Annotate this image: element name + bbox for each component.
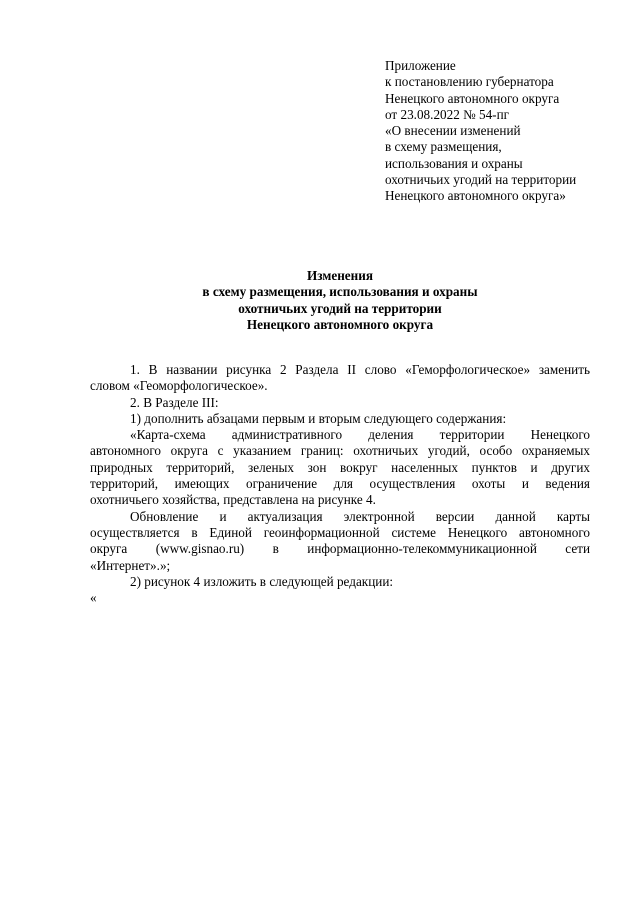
appendix-line: от 23.08.2022 № 54-пг bbox=[385, 106, 510, 122]
opening-quote bbox=[90, 590, 590, 606]
text-line: охотничьего хозяйства, представлена на рисунке 4. bbox=[90, 492, 376, 508]
text-line: автономного округа с указанием границ: охотничьих угодий, особо охраняемых bbox=[90, 443, 590, 459]
title-line: Изменения bbox=[307, 268, 373, 283]
text-line: территорий, имеющих ограничение для осуществления охоты и ведения bbox=[90, 476, 590, 492]
text-line: 1. В названии рисунка 2 Раздела II слово «Геморфологическое» заменить bbox=[130, 362, 590, 377]
paragraph-map-description bbox=[90, 427, 590, 508]
paragraph-item-1 bbox=[90, 362, 590, 395]
appendix-line: Ненецкого автономного округа bbox=[385, 90, 560, 106]
text-line: осуществляется в Единой геоинформационной системе Ненецкого автономного bbox=[90, 524, 590, 540]
appendix-line: к постановлению губернатора bbox=[385, 74, 554, 90]
text-line: округа (www.gisnao.ru) в информационно-телекоммуникационной сети bbox=[90, 541, 590, 557]
title-line: в схему размещения, использования и охраны bbox=[202, 284, 478, 300]
document-body bbox=[90, 362, 590, 606]
paragraph-section-3 bbox=[90, 395, 590, 411]
appendix-line: Приложение bbox=[385, 58, 456, 73]
title-line: охотничьих угодий на территории bbox=[238, 300, 442, 316]
paragraph-subitem-2 bbox=[90, 574, 590, 590]
text-line: словом «Геоморфологическое». bbox=[90, 378, 268, 394]
title-line: Ненецкого автономного округа bbox=[246, 316, 434, 332]
paragraph-subitem-1 bbox=[90, 411, 590, 427]
appendix-line: «О внесении изменений bbox=[385, 123, 521, 139]
appendix-line: использования и охраны bbox=[385, 155, 523, 171]
document-title bbox=[90, 268, 590, 333]
text-line: 1) дополнить абзацами первым и вторым следующего содержания: bbox=[130, 410, 507, 426]
appendix-line: охотничьих угодий на территории bbox=[385, 172, 577, 188]
text-line: 2. В Разделе III: bbox=[130, 394, 219, 410]
appendix-header bbox=[385, 58, 620, 205]
text-line: «Интернет».»; bbox=[90, 557, 171, 573]
text-line: Обновление и актуализация электронной версии данной карты bbox=[130, 508, 590, 524]
text-line: природных территорий, зеленых зон вокруг населенных пунктов и других bbox=[90, 459, 590, 475]
quote-mark: « bbox=[90, 590, 97, 606]
text-line: «Карта-схема административного деления территории Ненецкого bbox=[130, 427, 590, 443]
appendix-line: Ненецкого автономного округа» bbox=[385, 188, 566, 204]
text-line: 2) рисунок 4 изложить в следующей редакции: bbox=[130, 573, 394, 589]
paragraph-map-update bbox=[90, 509, 590, 574]
appendix-line: в схему размещения, bbox=[385, 139, 502, 155]
